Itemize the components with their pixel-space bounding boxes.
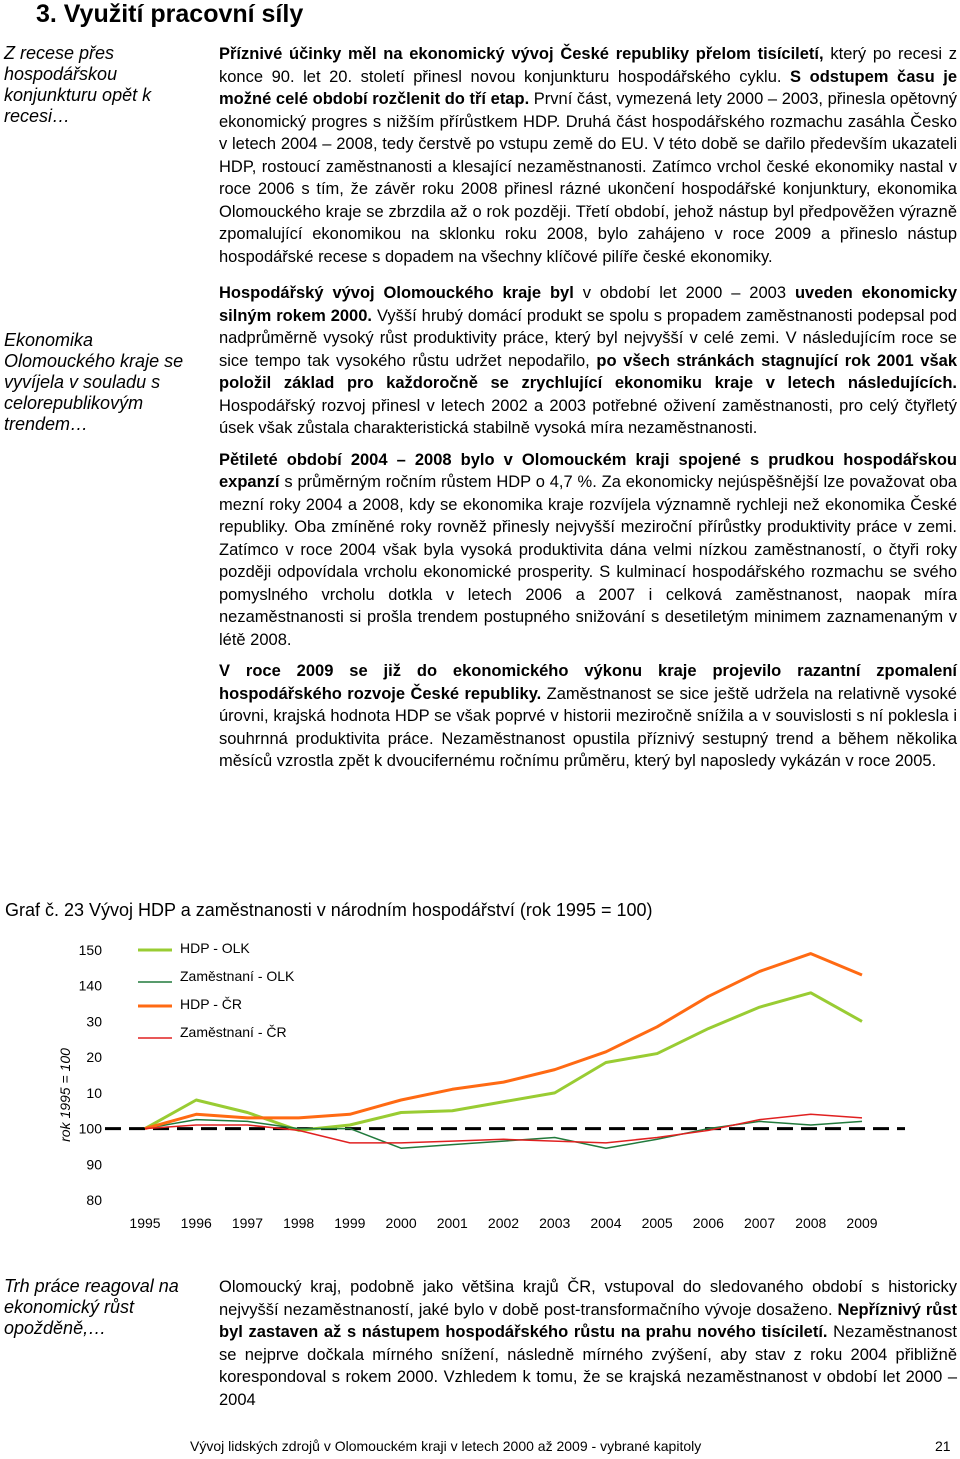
y-tick-label: 150 [78, 942, 102, 958]
chart-caption: Graf č. 23 Vývoj HDP a zaměstnanosti v národním hospodářství (rok 1995 = 100) [5, 900, 653, 920]
x-tick-label: 1998 [283, 1215, 315, 1231]
sidenote-labour-market: Trh práce reagoval na ekonomický růst opožděně,… [4, 1276, 179, 1338]
main-text-top [219, 43, 957, 782]
series-line [145, 993, 862, 1131]
x-tick-label: 2003 [539, 1215, 571, 1231]
sidenote-economy: Ekonomika Olomouckého kraje se vyvíjela v souladu s celorepublikovým trendem… [4, 330, 184, 434]
y-tick-label: 20 [86, 1049, 102, 1066]
x-tick-label: 2009 [846, 1215, 878, 1231]
x-tick-label: 2004 [590, 1215, 622, 1231]
y-tick-label: 140 [78, 977, 102, 994]
sidenote-recession: Z recese přes hospodářskou konjunkturu opět k recesi… [4, 43, 152, 126]
y-tick-label: 90 [86, 1156, 102, 1173]
paragraph-5: Olomoucký kraj, podobně jako většina krajů ČR, vstupoval do sledovaného období s historicky nejvyšší nezaměstnaností, jaké bylo v době post-transformačního vývoje dosaženo. Nepříznivý růst byl zastaven až s nástupem hospodářského růstu na prahu nového tisíciletí. Nezaměstnanost se nejprve dočkala mírného snížení, následně mírného zvýšení, aby stav z roku 2004 přibližně korespondoval s rokem 2000. Vzhledem k tomu, že se krajská nezaměstnanost v období let 2000 – 2004 [219, 1278, 958, 1409]
x-tick-label: 2005 [641, 1215, 673, 1231]
x-tick-label: 1997 [231, 1215, 264, 1231]
paragraph-2: Hospodářský vývoj Olomouckého kraje byl v období let 2000 – 2003 uveden ekonomicky silným rokem 2000. Vyšší hrubý domácí produkt se spolu s propadem zaměstnanosti podepsal pod nadprůměrně vysoký růst produktivity práce, který byl nejvyšší v celé zemi. V následujícím roce se sice tempo tak vysokého růstu udržet nepodařilo, po všech stránkách stagnující rok 2001 však položil základ pro každoročně se zrychlující ekonomiku kraje v letech následujících. Hospodářský rozvoj přinesl v letech 2002 a 2003 potřebné oživení zaměstnanosti, pro celý čtyřletý úsek však zůstala charakteristická stabilně vysoká míra nezaměstnanosti. [219, 284, 957, 437]
chart [0, 930, 960, 1240]
y-tick-label: 100 [78, 1120, 102, 1137]
page-footer: Vývoj lidských zdrojů v Olomouckém kraji v letech 2000 až 2009 - vybrané kapitoly [190, 1438, 702, 1454]
x-tick-label: 2008 [795, 1215, 827, 1231]
y-axis-label: rok 1995 = 100 [57, 1048, 73, 1142]
x-tick-label: 1999 [334, 1215, 366, 1231]
legend-label: Zaměstnaní - OLK [180, 968, 295, 984]
x-tick-label: 2000 [385, 1215, 417, 1231]
series-line [145, 1120, 862, 1149]
x-tick-label: 2001 [436, 1215, 468, 1231]
legend-label: Zaměstnaní - ČR [180, 1024, 287, 1040]
paragraph-4: V roce 2009 se již do ekonomického výkonu kraje projevilo razantní zpomalení hospodářského rozvoje České republiky. Zaměstnanost se sice ještě udržela na relativně vysoké úrovni, krajská hodnota HDP se však poprvé v historii meziročně snížila a v souvislosti s ní poklesla i souhrnná produktivita práce. Nezaměstnanost opustila příznivý sestupný trend a během několika měsíců vzrostla zpět k dvoucifernému ročnímu průměru, který byl naposledy vykázán v roce 2005. [219, 662, 957, 770]
y-tick-label: 30 [86, 1013, 102, 1030]
x-tick-label: 1995 [129, 1215, 161, 1231]
x-tick-label: 2007 [743, 1215, 776, 1231]
paragraph-3: Pětileté období 2004 – 2008 bylo v Olomouckém kraji spojené s prudkou hospodářskou expanzí s průměrným ročním růstem HDP o 4,7 %. Za ekonomicky nejúspěšnější lze považovat oba mezní roky 2004 a 2008, kdy se ekonomika kraje rozvíjela významně rychleji než ekonomika České republiky. Oba zmíněné roky rovněž přinesly nejvyšší meziroční přírůstky produktivity práce v zemi. Zatímco v roce 2004 však byla vysoká produktivita dána velmi nízkou zaměstnaností, o čtyři roky později odpovídala vrcholu ekonomické prosperity. S kulminací hospodářského rozmachu se svého pomyslného vrcholu dotkla v letech 2006 a 2007 i celková zaměstnanost, naopak míra nezaměstnanosti si prošla trendem postupného snižování s desetiletým minimem zaznamenaným v létě 2008. [219, 450, 957, 649]
main-text-bottom [219, 1276, 957, 1420]
page-number: 21 [935, 1438, 951, 1454]
x-tick-label: 1996 [180, 1215, 212, 1231]
legend-label: HDP - ČR [180, 996, 242, 1012]
y-tick-label: 80 [86, 1192, 102, 1208]
page-title: 3. Využití pracovní síly [36, 0, 304, 28]
x-tick-label: 2002 [487, 1215, 520, 1231]
y-tick-label: 10 [86, 1084, 102, 1101]
legend-label: HDP - OLK [180, 940, 250, 956]
x-tick-label: 2006 [692, 1215, 724, 1231]
paragraph-1: Příznivé účinky měl na ekonomický vývoj České republiky přelom tisíciletí, který po recesi z konce 90. let 20. století přinesl novou konjunkturu hospodářského cyklu. S odstupem času je možné celé období rozčlenit do tří etap. První část, vymezená lety 2000 – 2003, přinesla opětovný ekonomický progres s nižším přírůstkem HDP. Druhá část hospodářského rozmachu zasáhla Česko v letech 2004 – 2008, tedy čerstvě po vstupu země do EU. V této době se dařilo především ukazateli HDP, rostoucí zaměstnanosti a klesající nezaměstnanosti. Zatímco vrchol české ekonomiky nastal v roce 2006 s tím, že závěr roku 2008 přinesl rázné ukončení hospodářské konjunktury, ekonomika Olomouckého kraje se zbrzdila až o rok později. Třetí období, jehož nástup byl předpověžen výrazně zpomalující ekonomikou na sklonku roku 2008, bylo zahájeno v roce 2009 a přineslo nástup hospodářské recese s dopadem na všechny klíčové pilíře české ekonomiky. [219, 45, 957, 266]
